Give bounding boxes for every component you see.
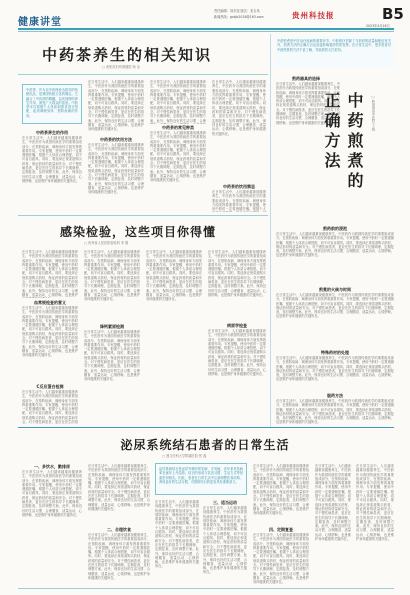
- article2-column-1: 在日常生活中，人们越来越重视健康养生，中医药作为我国传统医学的重要组成部分，在预防疾病、调理身体方面发挥着重要作用。专家提醒，使用中药时一定要遵循医嘱，根据个人体质合理搭配，切不可盲目跟风。同时，要选择正规渠道购买药材，保证药材的质量和安全。对于慢性病患者，更应在医生的指导下长期调理，定期复查，及时调整方案。此外，保持良好的生活习惯、合理膳食、适量运动、心情舒畅，也是维护: [22, 250, 78, 297]
- article3-column-1: 在日常生活中，人们越来越重视健康养生，中医药作为我国传统医学的重要组成部分，在预防疾病、调理身体方面发挥着重要作用。专家提醒，使用中药时一定要遵循医嘱，根据个人体质合理搭配，切不可盲目跟风。同时，要选择正规渠道购买药材，保证药材的质量和安全。对于慢性病患者，更应在医生的指导下长期调理，定期复查，及时调整方案。此外，保持良好的生活习惯、合理膳食、适量运动、心情舒畅，也是维护身体健康的关键所在。: [22, 470, 82, 517]
- article1-column-1: 在日常生活中，人们越来越重视健康养生，中医药作为我国传统医学的重要组成部分，在预防疾病、调理身体方面发挥着重要作用。专家提醒，使用中药时一定要遵循医嘱，根据个人体质合理搭配，切不可盲目跟风。同时，要选择正规渠道购买药材，保证药材的质量和安全。对于慢性病患者，更应在医生的指导下长期调理，定期复查，及时调整方案。此外，保持良好的生活习惯、合理膳食、适量运动、心情舒畅，也是维护身体健康的关键所在。: [22, 136, 82, 183]
- right-article-subhead: 煎煮的火候与时间: [319, 287, 351, 292]
- column-divider: [270, 34, 271, 427]
- right-article-subhead: 煎药前的浸泡: [323, 226, 347, 231]
- article3-divider: [18, 427, 394, 428]
- news-hotline: 新闻热线：gzkjb2018@163.com: [214, 15, 264, 19]
- masthead-logo: 贵州科技报: [292, 11, 335, 20]
- article1-divider: [18, 74, 268, 75]
- article2-column-4b: 在日常生活中，人们越来越重视健康养生，中医药作为我国传统医学的重要组成部分，在预防疾病、调理身体方面发挥着重要作用。专家提醒，使用中药时一定要遵循医嘱，根据个人体质合理搭配，切不可盲目跟风。同时，要选择正规渠道购买药材，保证药材的质量和安全。对于慢性病患者，更应在医生的指导下长期调理，定期复查，及时调整方案。此外，保持良好的生活习惯、合理膳食、适量运动、心情舒畅，也是维护身体健康的关键所在。: [208, 329, 266, 376]
- article3-column-3b: 在日常生活中，人们越来越重视健康养生，中医药作为我国传统医学的重要组成部分，在预防疾病、调理身体方面发挥着重要作用。专家提醒，使用中药时一定要遵循医嘱，根据个人体质合理搭配，切不可盲目跟风。同时，要选择正规渠道购买药材，保证药材的质量和安全。对于慢性病患者，更应在医生的指导下长期调理，定期复查，及时调整方案。此外，保持良好的生活习惯、合理膳食、适量运动、心情舒畅，也是维护身体健康的关键所在。: [203, 506, 247, 575]
- article3-subhead: 三、适当运动: [213, 500, 237, 505]
- article3-column-4b: 在日常生活中，人们越来越重视健康养生，中医药作为我国传统医学的重要组成部分，在预防疾病、调理身体方面发挥着重要作用。专家提醒，使用中药时一定要遵循医嘱，根据个人体质合理搭配，切不可盲目跟风。同时，要选择正规渠道购买药材，保证药材的质量和安全。对于慢性病患者，更应在医生的指导下长期调理，定期复查，及时调整方案。此外，保持良好的生活习惯、合理膳食、适量运动、心情舒畅，也是维护身体健康的关键所在。: [253, 533, 309, 585]
- article2-subhead: 降钙素原检测: [100, 324, 124, 329]
- right-article-subhead: 服药方法: [327, 393, 343, 398]
- header-divider: [18, 28, 394, 30]
- article3-subhead: 四、定期复查: [269, 527, 293, 532]
- editor-info: 责任编辑：刘多加 版式：宋玉凤: [214, 9, 260, 13]
- right-article-subhead: 特殊药材的处理: [321, 350, 349, 355]
- header-thin-divider: [18, 31, 394, 32]
- article3-intro-box: [155, 463, 247, 495]
- article2-subhead: 血常规检查的意义: [34, 300, 66, 305]
- right-article-intro-text: 中药煎煮是中医治疗疾病的重要环节，中药的疗效除了与药材的质量和配伍有关外，煎煮方法的正确与否也直接影响着药效的发挥。在日常生活中，很多患者对中药煎煮的方法不甚了解，导致药效大打折扣。: [277, 39, 391, 52]
- article3-subhead: 二、合理饮食: [107, 527, 131, 532]
- article1-intro-box: [22, 84, 82, 124]
- article2-column-2b: 在日常生活中，人们越来越重视健康养生，中医药作为我国传统医学的重要组成部分，在预防疾病、调理身体方面发挥着重要作用。专家提醒，使用中药时一定要遵循医嘱，根据个人体质合理搭配，切不可盲目跟风。同时，要选择正规渠道购买药材，保证药材的质量和安全。对于慢性病患者，更应在医生的指导下长期调理，定期复查，及时调整方案。此外，保持良好的生活习惯、合理膳食、适量运动、心情舒畅，也是维护身体健康的关键所在。: [84, 330, 140, 382]
- article3-intro-text: 泌尿系统结石是泌尿外科的常见病、多发病，近年来其发病率呈逐年上升趋势。结石的形成与饮食习惯、生活方式等因素密切相关。因此，患者在日常生活中注意调整饮食结构、养成良好的生活习惯，对预防结石的复发具有重要意义。: [159, 467, 243, 484]
- right-article-intro-box: [274, 36, 394, 68]
- article3-column-2: 在日常生活中，人们越来越重视健康养生，中医药作为我国传统医学的重要组成部分，在预防疾病、调理身体方面发挥着重要作用。专家提醒，使用中药时一定要遵循医嘱，根据个人体质合理搭配，切不可盲目跟风。同时，要选择正规渠道购买药材，保证药材的质量和安全。对于慢性病患者，更应在医生的指导下长期调理，定期复查，及时调整方案。此外，保持良好的生活习惯、合理膳食、适量运动、心情舒畅，也是维护身体健康的关键所在。: [88, 464, 150, 511]
- article2-subhead: C反应蛋白检测: [36, 384, 64, 389]
- article3-column-6: 在日常生活中，人们越来越重视健康养生，中医药作为我国传统医学的重要组成部分，在预防疾病、调理身体方面发挥着重要作用。专家提醒，使用中药时一定要遵循医嘱，根据个人体质合理搭配，切不可盲目跟风。同时，要选择正规渠道购买药材，保证药材的质量和安全。对于慢性病患者，更应在医生的指导下长期调理，定期复查，及时调整方案。此外，保持良好的生活习惯、合理膳食、适量运动、心情舒畅，也是维护身体健康的关键所在。: [356, 464, 394, 542]
- article2-subhead: 病原学检查: [227, 323, 247, 328]
- article1-title: 中药茶养生的相关知识: [41, 46, 212, 64]
- issue-date: 2023年4月18日: [366, 24, 390, 28]
- right-article-byline: □ 黔西南州中医院 王 娟: [371, 95, 375, 131]
- article1-subhead: 中药茶的饮用禁忌: [223, 184, 255, 189]
- article2-divider: [18, 215, 268, 216]
- article3-column-3: 在日常生活中，人们越来越重视健康养生，中医药作为我国传统医学的重要组成部分，在预防疾病、调理身体方面发挥着重要作用。专家提醒，使用中药时一定要遵循医嘱，根据个人体质合理搭配，切不可盲目跟风。同时，要选择正规渠道购买药材，保证药材的质量和安全。对于慢性病患者，更应在医生的指导下长期调理，定期复查，及时调整方案。此外，保持良好的生活习惯、合理膳食、适量运动、心情舒畅，也是维护身体健康的关键所在。: [155, 500, 199, 569]
- footer-divider: [18, 588, 394, 589]
- article1-intro-text: 中药茶，作为以中医理论为指导的传统饮品，是我国传统文化的瑰宝。它融合了中医药的精髓，以其独特的养生作用，深受广大群众的喜爱。中药茶可以根据个人体质和需求进行搭配，起到调理身体、预防疾病的作用。: [26, 88, 78, 118]
- article3-column-2b: 在日常生活中，人们越来越重视健康养生，中医药作为我国传统医学的重要组成部分，在预防疾病、调理身体方面发挥着重要作用。专家提醒，使用中药时一定要遵循医嘱，根据个人体质合理搭配，切不可盲目跟风。同时，要选择正规渠道购买药材，保证药材的质量和安全。对于慢性病患者，更应在医生的指导下长期调理，定期复查，及时调整方案。此外，保持良好的生活习惯、合理膳食、适量运动、心情舒畅，也是维护身体健康的关键所在。: [88, 533, 150, 580]
- article1-subhead: 中药茶的常见种类: [162, 125, 194, 130]
- article1-column-4: 在日常生活中，人们越来越重视健康养生，中医药作为我国传统医学的重要组成部分，在预防疾病、调理身体方面发挥着重要作用。专家提醒，使用中药时一定要遵循医嘱，根据个人体质合理搭配，切不可盲目跟风。同时，要选择正规渠道购买药材，保证药材的质量和安全。对于慢性病患者，更应在医生的指导下长期调理，定期复查，及时调整方案。此外，保持良好的生活习惯、合理膳食、适量运动、心情舒畅，也是维护身体健康的关键所在。: [212, 80, 266, 136]
- article3-byline: □ 遵义医科大学附属医院 张 磊: [162, 454, 207, 458]
- right-article-column-4: 在日常生活中，人们越来越重视健康养生，中医药作为我国传统医学的重要组成部分，在预防疾病、调理身体方面发挥着重要作用。专家提醒，使用中药时一定要遵循医嘱，根据个人体质合理搭配，切不可盲目跟风。同时，要选择正规渠道购买药材，保证药材的质量和安全。对于慢性病患者，更应在医生的指导下长期调理，定期复查，及时调整方案。此外，保持良好的生活习惯、合理膳食、适量运动、心情舒畅，也是维护身体健康的关键所在。: [276, 356, 394, 382]
- article3-column-4: 在日常生活中，人们越来越重视健康养生，中医药作为我国传统医学的重要组成部分，在预防疾病、调理身体方面发挥着重要作用。专家提醒，使用中药时一定要遵循医嘱，根据个人体质合理搭配，切不可盲目跟风。同时，要选择正规渠道购买药材，保证药材的质量和安全。对于慢性病患者，更应在医生的指导下长期调理，定期复查，及时调整方案。此外，保持良好的生活习惯、合理膳食、适量运动、心情舒畅，也是维护身体健康的关键所在。: [253, 464, 309, 516]
- article3-title: 泌尿系统结石患者的日常生活: [120, 438, 290, 452]
- article2-column-4: 在日常生活中，人们越来越重视健康养生，中医药作为我国传统医学的重要组成部分，在预防疾病、调理身体方面发挥着重要作用。专家提醒，使用中药时一定要遵循医嘱，根据个人体质合理搭配，切不可盲目跟风。同时，要选择正规渠道购买药材，保证药材的质量和安全。对于慢性病患者，更应在医生的指导下长期调理，定期复查，及时调整方案。此外，保持良好的生活习惯、合理膳食、适量运动、心情舒畅，也是维护身体健康的关键所在。: [208, 250, 266, 297]
- right-article-subhead: 煎药器具的选择: [292, 76, 320, 81]
- right-article-column-3: 在日常生活中，人们越来越重视健康养生，中医药作为我国传统医学的重要组成部分，在预防疾病、调理身体方面发挥着重要作用。专家提醒，使用中药时一定要遵循医嘱，根据个人体质合理搭配，切不可盲目跟风。同时，要选择正规渠道购买药材，保证药材的质量和安全。对于慢性病患者，更应在医生的指导下长期调理，定期复查，及时调整方案。此外，保持良好的生活习惯、合理膳食、适量运动、心情舒畅，也是维护身体健康的关键所在。: [276, 293, 394, 319]
- article2-column-1c: 在日常生活中，人们越来越重视健康养生，中医药作为我国传统医学的重要组成部分，在预防疾病、调理身体方面发挥着重要作用。专家提醒，使用中药时一定要遵循医嘱，根据个人体质合理搭配，切不可盲目跟风。同时，要选择正规渠道购买药材，保证药材的质量和安全。对于慢性病患者，更应在医生的指: [22, 390, 78, 424]
- section-name: 健康讲堂: [18, 17, 62, 28]
- right-article-column-5: 在日常生活中，人们越来越重视健康养生，中医药作为我国传统医学的重要组成部分，在预防疾病、调理身体方面发挥着重要作用。专家提醒，使用中药时一定要遵循医嘱，根据个人体质合理搭配，切不可盲目跟风。同时，要选择正规渠道购买药材，保证药材的质量和安全。对于慢性病患者，更应在医生的指导下长期调理，定期复查，及时调整方案。此外，保持良好的生活习惯、合理膳食、适量运动、心情舒畅，也是维护身体健康的关键所在。: [276, 399, 394, 425]
- article1-column-2: 在日常生活中，人们越来越重视健康养生，中医药作为我国传统医学的重要组成部分，在预防疾病、调理身体方面发挥着重要作用。专家提醒，使用中药时一定要遵循医嘱，根据个人体质合理搭配，切不可盲目跟风。同时，要选择正规渠道购买药材，保证药材的质量和安全。对于慢性病患者，更应在医生的指导下长期调理，定期复查，及时调整方案。此外，保持良好的生活习惯、合理膳食、适量运动、心情舒畅，也是维护身体健康的关键所在。: [88, 80, 144, 132]
- article1-column-2b: 在日常生活中，人们越来越重视健康养生，中医药作为我国传统医学的重要组成部分，在预防疾病、调理身体方面发挥着重要作用。专家提醒，使用中药时一定要遵循医嘱，根据个人体质合理搭配，切不可盲目跟风。同时，要选择正规渠道购买药材，保证药材的质量和安全。对于慢性病患者，更应在医生的指导下长期调理，定期复查，及时调整方案。此外，保持良好的生活习惯、合理膳食、适量运动、心情舒畅，也是维护身体健康的关键所在。: [88, 143, 144, 195]
- page-number: B5: [382, 5, 404, 23]
- article2-title: 感染检验，这些项目你得懂: [59, 225, 216, 239]
- article1-column-3: 在日常生活中，人们越来越重视健康养生，中医药作为我国传统医学的重要组成部分，在预防疾病、调理身体方面发挥着重要作用。专家提醒，使用中药时一定要遵循医嘱，根据个人体质合理搭配，切不可盲目跟风。同时，要选择正规渠道购买药材，保证药材的质量和安全。对于慢性病患者，更应在医生的指导下长期调理，定期复查，及时调整方案。此外，保持良好的生活习惯、合理: [150, 80, 206, 123]
- article2-column-2: 在日常生活中，人们越来越重视健康养生，中医药作为我国传统医学的重要组成部分，在预防疾病、调理身体方面发挥着重要作用。专家提醒，使用中药时一定要遵循医嘱，根据个人体质合理搭配，切不可盲目跟风。同时，要选择正规渠道购买药材，保证药材的质量和安全。对于慢性病患者，更应在医生的指导下长期调理，定期复查，及时调整方案。此外，保持良好的生活习惯、合理膳食、适量运动、心情舒畅，也是维护身体健康的关键所在。: [84, 250, 140, 302]
- article1-subhead: 中药茶养生的作用: [36, 130, 68, 135]
- right-article-title: 中药煎煮的正确方法: [322, 92, 364, 192]
- article3-column-5: 在日常生活中，人们越来越重视健康养生，中医药作为我国传统医学的重要组成部分，在预防疾病、调理身体方面发挥着重要作用。专家提醒，使用中药时一定要遵循医嘱，根据个人体质合理搭配，切不可盲目跟风。同时，要选择正规渠道购买药材，保证药材的质量和安全。对于慢性病患者，更应在医生的指导下长期调理，定期复查，及时调整方案。此外，保持良好的生活习惯、合理膳食、适量运动、心情舒畅，也是维护身体健康的关键所在。: [315, 464, 351, 542]
- article2-column-3: 在日常生活中，人们越来越重视健康养生，中医药作为我国传统医学的重要组成部分，在预防疾病、调理身体方面发挥着重要作用。专家提醒，使用中药时一定要遵循医嘱，根据个人体质合理搭配，切不可盲目跟风。同时，要选择正规渠道购买药材，保证药材的质量和安全。对于慢性病患者，更应在医生的指导下长期调理，定期复查，及时调整方案。此外，保持良好的生活习惯、合理膳食、适量运动、心情舒畅，也是维护身体健康的关键所在。: [146, 250, 202, 302]
- article2-byline: □ 贵州省人民医院检验科 李 娟: [84, 241, 129, 245]
- article1-subhead: 中药茶的饮用方法: [100, 137, 132, 142]
- article1-column-3b: 在日常生活中，人们越来越重视健康养生，中医药作为我国传统医学的重要组成部分，在预防疾病、调理身体方面发挥着重要作用。专家提醒，使用中药时一定要遵循医嘱，根据个人体质合理搭配，切不可盲目跟风。同时，要选择正规渠道购买药材，保证药材的质量和安全。对于慢性病患者，更应在医生的指导下长期调理，定期复查，及时调整方案。此外，保持良好的生活习惯、合理膳食、适量运动、心情舒畅，也是维护身体健康的关键所在。: [150, 131, 206, 183]
- right-article-column-1: 在日常生活中，人们越来越重视健康养生，中医药作为我国传统医学的重要组成部分，在预防疾病、调理身体方面发挥着重要作用。专家提醒，使用中药时一定要遵循医嘱，根据个人体质合理搭配，切不可盲目跟风。同时，要选择正规渠道购买药材，保证药材的质量和安全。对于慢性病患者，更应在医生的指导下长期调理，定期复查，及时调整方案。此外，保持良好的生活习惯、合理膳食、适量运动、心情舒畅，也是维护身体健康的关键所在。: [276, 82, 340, 125]
- article3-subhead: 一、多饮水，勤排尿: [34, 464, 70, 469]
- article2-column-1b: 在日常生活中，人们越来越重视健康养生，中医药作为我国传统医学的重要组成部分，在预防疾病、调理身体方面发挥着重要作用。专家提醒，使用中药时一定要遵循医嘱，根据个人体质合理搭配，切不可盲目跟风。同时，要选择正规渠道购买药材，保证药材的质量和安全。对于慢性病患者，更应在医生的指导下长期调理，定期复查，及时调整方案。此外，保持良好的生活习惯、合理膳食、适量运动、心情舒畅，也是维护身体健康的关键所在。: [22, 306, 78, 358]
- article1-column-4b: 在日常生活中，人们越来越重视健康养生，中医药作为我国传统医学的重要组成部分，在预防疾病、调理身体方面发挥着重要作用。专家提醒，使用中药时一定要遵循医嘱，根据个人: [212, 190, 266, 212]
- right-article-column-2: 在日常生活中，人们越来越重视健康养生，中医药作为我国传统医学的重要组成部分，在预防疾病、调理身体方面发挥着重要作用。专家提醒，使用中药时一定要遵循医嘱，根据个人体质合理搭配，切不可盲目跟风。同时，要选择正规渠道购买药材，保证药材的质量和安全。对于慢性病患者，更应在医生的指导下长期调理，定期复查，及时调整方案。此外，保持良好的生活习惯、合理膳食、适量运动、心情舒畅，也是维护身体健康的关键所在。: [276, 232, 394, 258]
- article1-byline: □ 贵阳市妇幼保健院 杨 洁: [102, 65, 140, 69]
